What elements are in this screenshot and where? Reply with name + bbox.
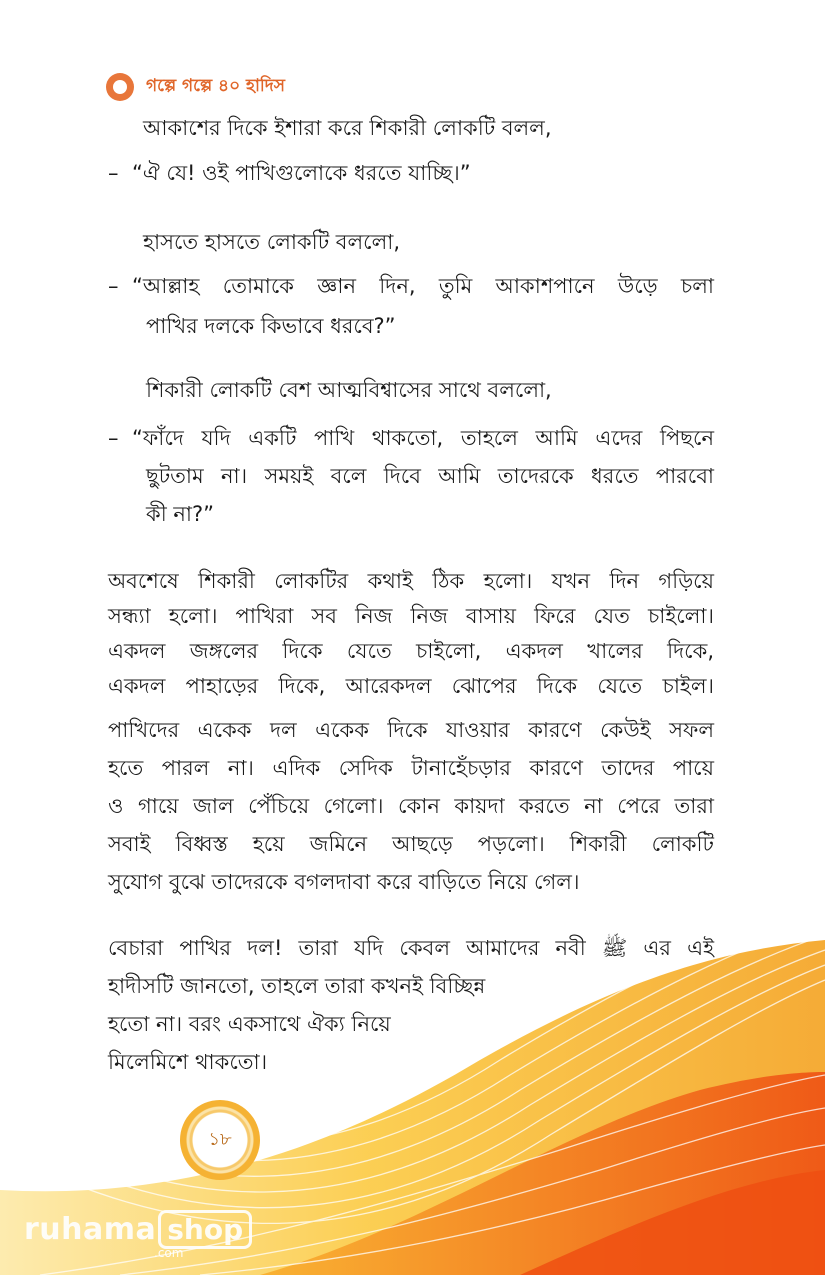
dialogue-quote [108,270,714,302]
dialogue-dash: – [108,274,119,298]
paragraph-line: হতো না। বরং একসাথে ঐক্য নিয়ে [108,1012,391,1036]
narration-line: শিকারী লোকটি বেশ আত্মবিশ্বাসের সাথে বললো, [146,378,552,402]
paragraph-line: সুযোগ বুঝে তাদেরকে বগলদাবা করে বাড়িতে নিয়ে গেল। [108,870,580,894]
quote-line: “আল্লাহ তোমাকে জ্ঞান দিন, তুমি আকাশপানে উড়ে চলা [132,274,714,298]
paragraph-line: বেচারা পাখির দল! তারা যদি কেবল আমাদের নবী ﷺ এর এই [108,936,714,960]
book-title: গল্পে গল্পে ৪০ হাদিস [146,76,285,96]
watermark-brand: ruhama [24,1212,157,1247]
dialogue-dash: – [108,161,119,185]
paragraph-line: সন্ধ্যা হলো। পাখিরা সব নিজ নিজ বাসায় ফিরে যেত চাইলো। [108,604,714,628]
paragraph-line: সবাই বিধ্বস্ত হয়ে জমিনে আছড়ে পড়লো। শিকারী লোকটি [108,832,714,856]
paragraph-line: একদল পাহাড়ের দিকে, আরেকদল ঝোপের দিকে যেতে চাইল। [108,674,714,698]
quote-line: পাখির দলকে কিভাবে ধরবে?” [146,314,396,338]
watermark-shop: shop [158,1210,252,1249]
quote-line: ছুটতাম না। সময়ই বলে দিবে আমি তাদেরকে ধরতে পারবো [146,464,714,488]
paragraph-line: অবশেষে শিকারী লোকটির কথাই ঠিক হলো। যখন দিন গড়িয়ে [108,569,714,593]
paragraph-line: ও গায়ে জাল পেঁচিয়ে গেলো। কোন কায়দা করতে না পেরে তারা [108,794,714,818]
quote-line: “ফাঁদে যদি একটি পাখি থাকতো, তাহলে আমি এদের পিছনে [132,426,714,450]
narration-line: হাসতে হাসতে লোকটি বললো, [143,230,400,254]
running-header [106,72,285,102]
watermark-logo [24,1210,252,1260]
paragraph-line: হাদীসটি জানতো, তাহলে তারা কখনই বিচ্ছিন্ন [108,974,486,998]
paragraph-line: পাখিদের একেক দল একেক দিকে যাওয়ার কারণে কেউই সফল [108,718,714,742]
watermark-domain: .com [154,1246,184,1260]
paragraph-line: হতে পারল না। এদিক সেদিক টানাহেঁচড়ার কারণে তাদের পায়ে [108,756,714,780]
paragraph-line: মিলেমিশে থাকতো। [108,1050,268,1074]
page-number-badge [180,1100,260,1180]
dialogue-dash: – [108,426,119,450]
quote-line: “ঐ যে! ওই পাখিগুলোকে ধরতে যাচ্ছি।” [132,161,471,185]
circle-bullet-icon [106,73,134,101]
dialogue-quote [108,157,714,189]
paragraph-line: একদল জঙ্গলের দিকে যেতে চাইলো, একদল খালের দিকে, [108,639,714,663]
dialogue-quote [108,422,714,454]
narration-line: আকাশের দিকে ইশারা করে শিকারী লোকটি বলল, [143,116,552,140]
quote-line: কী না?” [146,502,215,526]
page-number: ১৮ [208,1128,232,1150]
